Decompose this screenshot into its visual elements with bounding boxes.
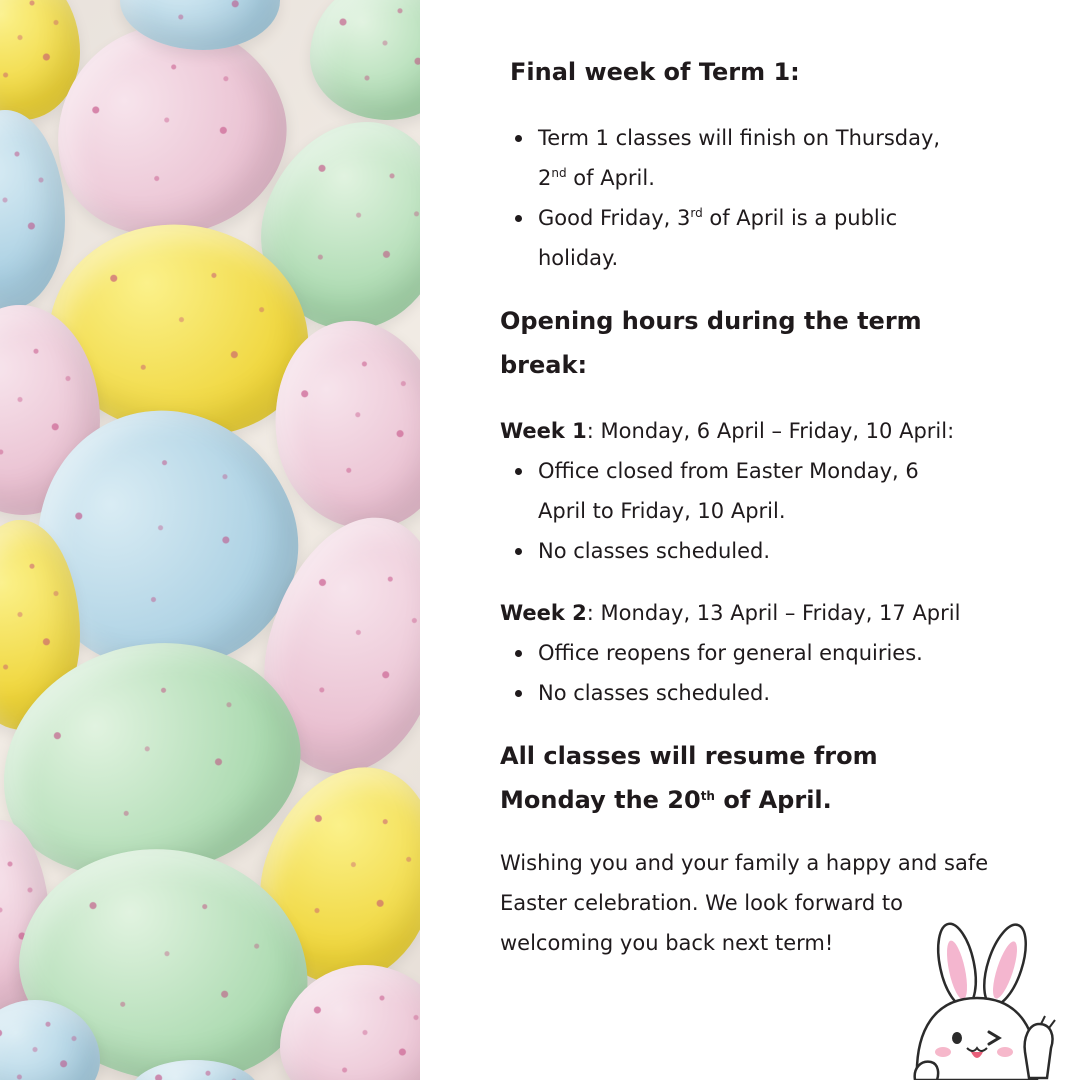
bunny-icon [905, 920, 1065, 1080]
week2-label: Week 2 [500, 601, 587, 625]
notice-content [420, 0, 1080, 1080]
term1-list [500, 118, 970, 278]
term1-heading: Final week of Term 1: [510, 58, 800, 86]
week2-list [500, 633, 970, 713]
list-item: Term 1 classes will finish on Thursday, 2nd of April. [500, 118, 970, 198]
week1-line [500, 411, 954, 451]
resume-heading: All classes will resume from Monday the 20th of April. [500, 742, 878, 814]
list-item: No classes scheduled. [500, 673, 970, 713]
egg [310, 0, 420, 120]
week2-line [500, 593, 960, 633]
easter-eggs-photo [0, 0, 420, 1080]
term-break-heading: Opening hours during the term break: [500, 307, 922, 379]
week1-list [500, 451, 970, 571]
list-item: Office reopens for general enquiries. [500, 633, 970, 673]
egg [0, 110, 65, 310]
week1-dates: : Monday, 6 April – Friday, 10 April: [586, 419, 955, 443]
closing-message: Wishing you and your family a happy and safe Easter celebration. We look forward to welcoming you back next term! [500, 851, 989, 955]
list-item: Office closed from Easter Monday, 6 April to Friday, 10 April. [500, 451, 970, 531]
week1-label: Week 1 [500, 419, 587, 443]
week2-dates: : Monday, 13 April – Friday, 17 April [586, 601, 961, 625]
list-item: No classes scheduled. [500, 531, 970, 571]
list-item: Good Friday, 3rd of April is a public holiday. [500, 198, 970, 278]
